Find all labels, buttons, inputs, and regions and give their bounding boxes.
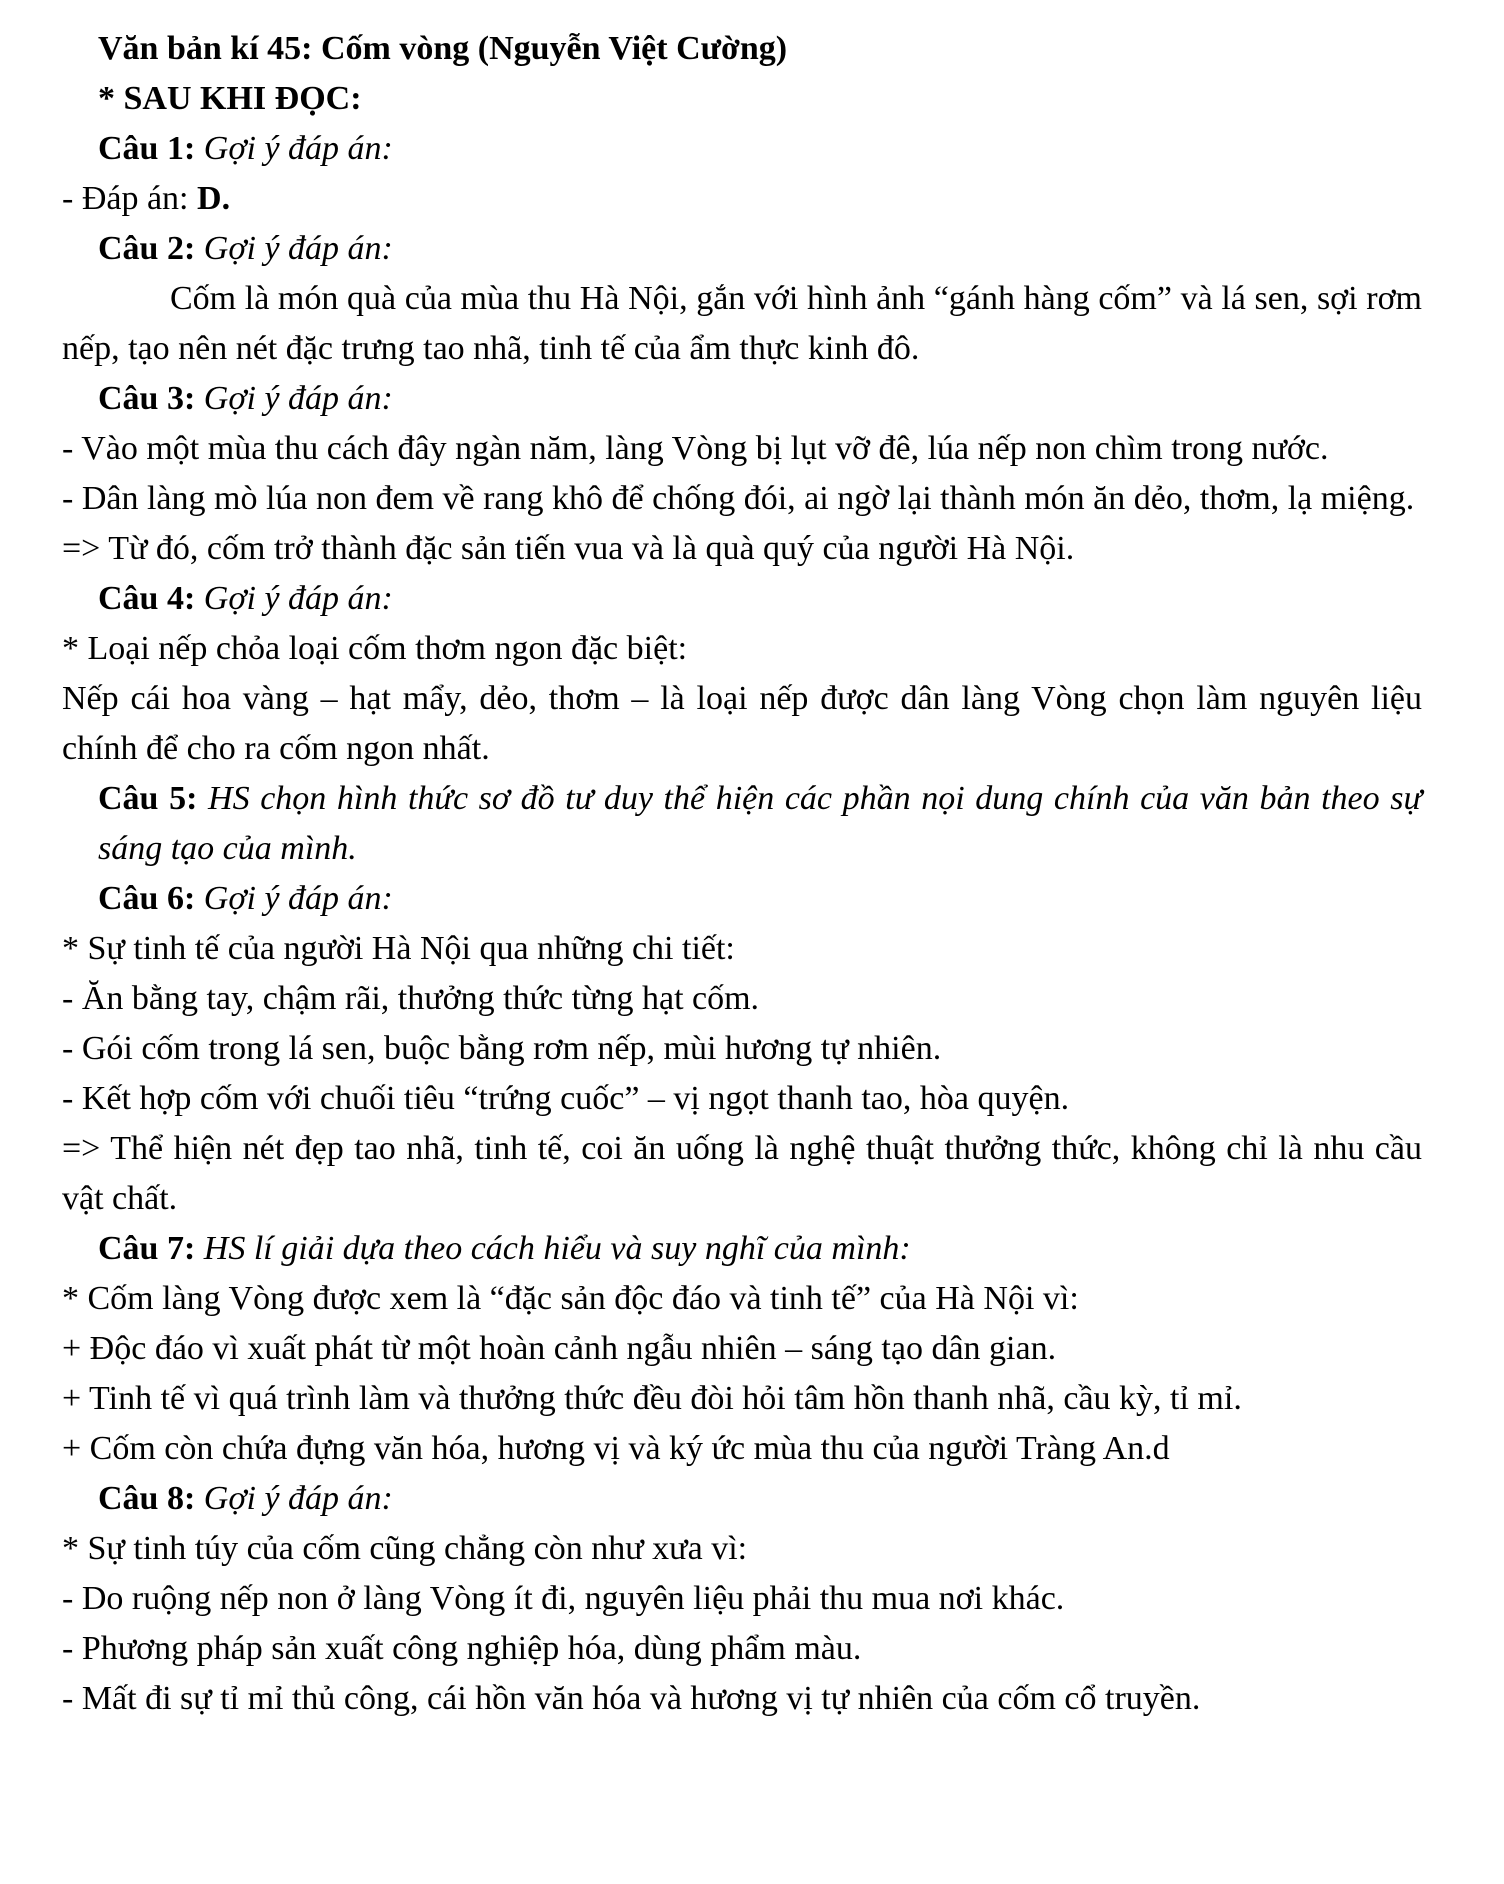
section-heading: * SAU KHI ĐỌC:	[98, 80, 362, 117]
document-page	[62, 24, 1422, 1724]
answer-line: + Tinh tế vì quá trình làm và thưởng thức đều đòi hỏi tâm hồn thanh nhã, cầu kỳ, tỉ mỉ.	[62, 1380, 1242, 1417]
answer-line: - Mất đi sự tỉ mỉ thủ công, cái hồn văn hóa và hương vị tự nhiên của cốm cổ truyền.	[62, 1680, 1201, 1717]
answer-line: - Dân làng mò lúa non đem về rang khô để chống đói, ai ngờ lại thành món ăn dẻo, thơm, lạ miệng.	[62, 480, 1415, 517]
answer-hint: Gợi ý đáp án:	[203, 1480, 393, 1517]
answer-line: - Phương pháp sản xuất công nghiệp hóa, dùng phẩm màu.	[62, 1630, 862, 1667]
answer-hint: Gợi ý đáp án:	[203, 230, 393, 267]
answer-prefix: - Đáp án:	[62, 180, 198, 217]
question-label: Câu 1:	[98, 130, 196, 167]
answer-line: + Cốm còn chứa đựng văn hóa, hương vị và ký ức mùa thu của người Tràng An.d	[62, 1430, 1170, 1467]
answer-line: - Ăn bằng tay, chậm rãi, thưởng thức từng hạt cốm.	[62, 980, 760, 1017]
answer-line: => Thể hiện nét đẹp tao nhã, tinh tế, coi ăn uống là nghệ thuật thưởng thức, không chỉ là nhu cầu vật chất.	[62, 1130, 1422, 1217]
question-label: Câu 7:	[98, 1230, 196, 1267]
question-1-answer	[62, 174, 1422, 224]
question-5-header	[98, 774, 1422, 874]
question-label: Câu 3:	[98, 380, 196, 417]
answer-hint: HS chọn hình thức sơ đồ tư duy thể hiện các phần nọi dung chính của văn bản theo sự sáng tạo của mình.	[98, 780, 1423, 867]
question-2-header	[98, 224, 1422, 274]
question-1-header	[98, 124, 1422, 174]
question-label: Câu 6:	[98, 880, 196, 917]
answer-hint: HS lí giải dựa theo cách hiểu và suy nghĩ của mình:	[203, 1230, 911, 1267]
answer-line: - Do ruộng nếp non ở làng Vòng ít đi, nguyên liệu phải thu mua nơi khác.	[62, 1580, 1065, 1617]
document-title: Văn bản kí 45: Cốm vòng (Nguyễn Việt Cường)	[98, 30, 788, 67]
question-label: Câu 5:	[98, 780, 198, 817]
answer-line: * Sự tinh túy của cốm cũng chẳng còn như xưa vì:	[62, 1530, 748, 1567]
question-8-header	[98, 1474, 1422, 1524]
question-3-header	[98, 374, 1422, 424]
answer-line: => Từ đó, cốm trở thành đặc sản tiến vua và là quà quý của người Hà Nội.	[62, 530, 1075, 567]
answer-hint: Gợi ý đáp án:	[203, 880, 393, 917]
answer-line: - Vào một mùa thu cách đây ngàn năm, làng Vòng bị lụt vỡ đê, lúa nếp non chìm trong nước.	[62, 430, 1329, 467]
answer-hint: Gợi ý đáp án:	[203, 130, 393, 167]
question-4-header	[98, 574, 1422, 624]
question-2-paragraph: Cốm là món quà của mùa thu Hà Nội, gắn với hình ảnh “gánh hàng cốm” và lá sen, sợi rơm nếp, tạo nên nét đặc trưng tao nhã, tinh tế của ẩm thực kinh đô.	[62, 280, 1422, 367]
question-label: Câu 8:	[98, 1480, 196, 1517]
question-6-header	[98, 874, 1422, 924]
answer-value: D.	[197, 180, 231, 217]
answer-line: * Loại nếp chỏa loại cốm thơm ngon đặc biệt:	[62, 630, 688, 667]
answer-line: Nếp cái hoa vàng – hạt mẩy, dẻo, thơm – là loại nếp được dân làng Vòng chọn làm nguyên liệu chính để cho ra cốm ngon nhất.	[62, 680, 1422, 767]
question-label: Câu 2:	[98, 230, 196, 267]
answer-line: * Sự tinh tế của người Hà Nội qua những chi tiết:	[62, 930, 735, 967]
answer-line: - Kết hợp cốm với chuối tiêu “trứng cuốc” – vị ngọt thanh tao, hòa quyện.	[62, 1080, 1070, 1117]
answer-line: * Cốm làng Vòng được xem là “đặc sản độc đáo và tinh tế” của Hà Nội vì:	[62, 1280, 1079, 1317]
question-label: Câu 4:	[98, 580, 196, 617]
question-7-header	[98, 1224, 1422, 1274]
answer-hint: Gợi ý đáp án:	[203, 580, 393, 617]
answer-hint: Gợi ý đáp án:	[203, 380, 393, 417]
answer-line: - Gói cốm trong lá sen, buộc bằng rơm nếp, mùi hương tự nhiên.	[62, 1030, 942, 1067]
answer-line: + Độc đáo vì xuất phát từ một hoàn cảnh ngẫu nhiên – sáng tạo dân gian.	[62, 1330, 1057, 1367]
